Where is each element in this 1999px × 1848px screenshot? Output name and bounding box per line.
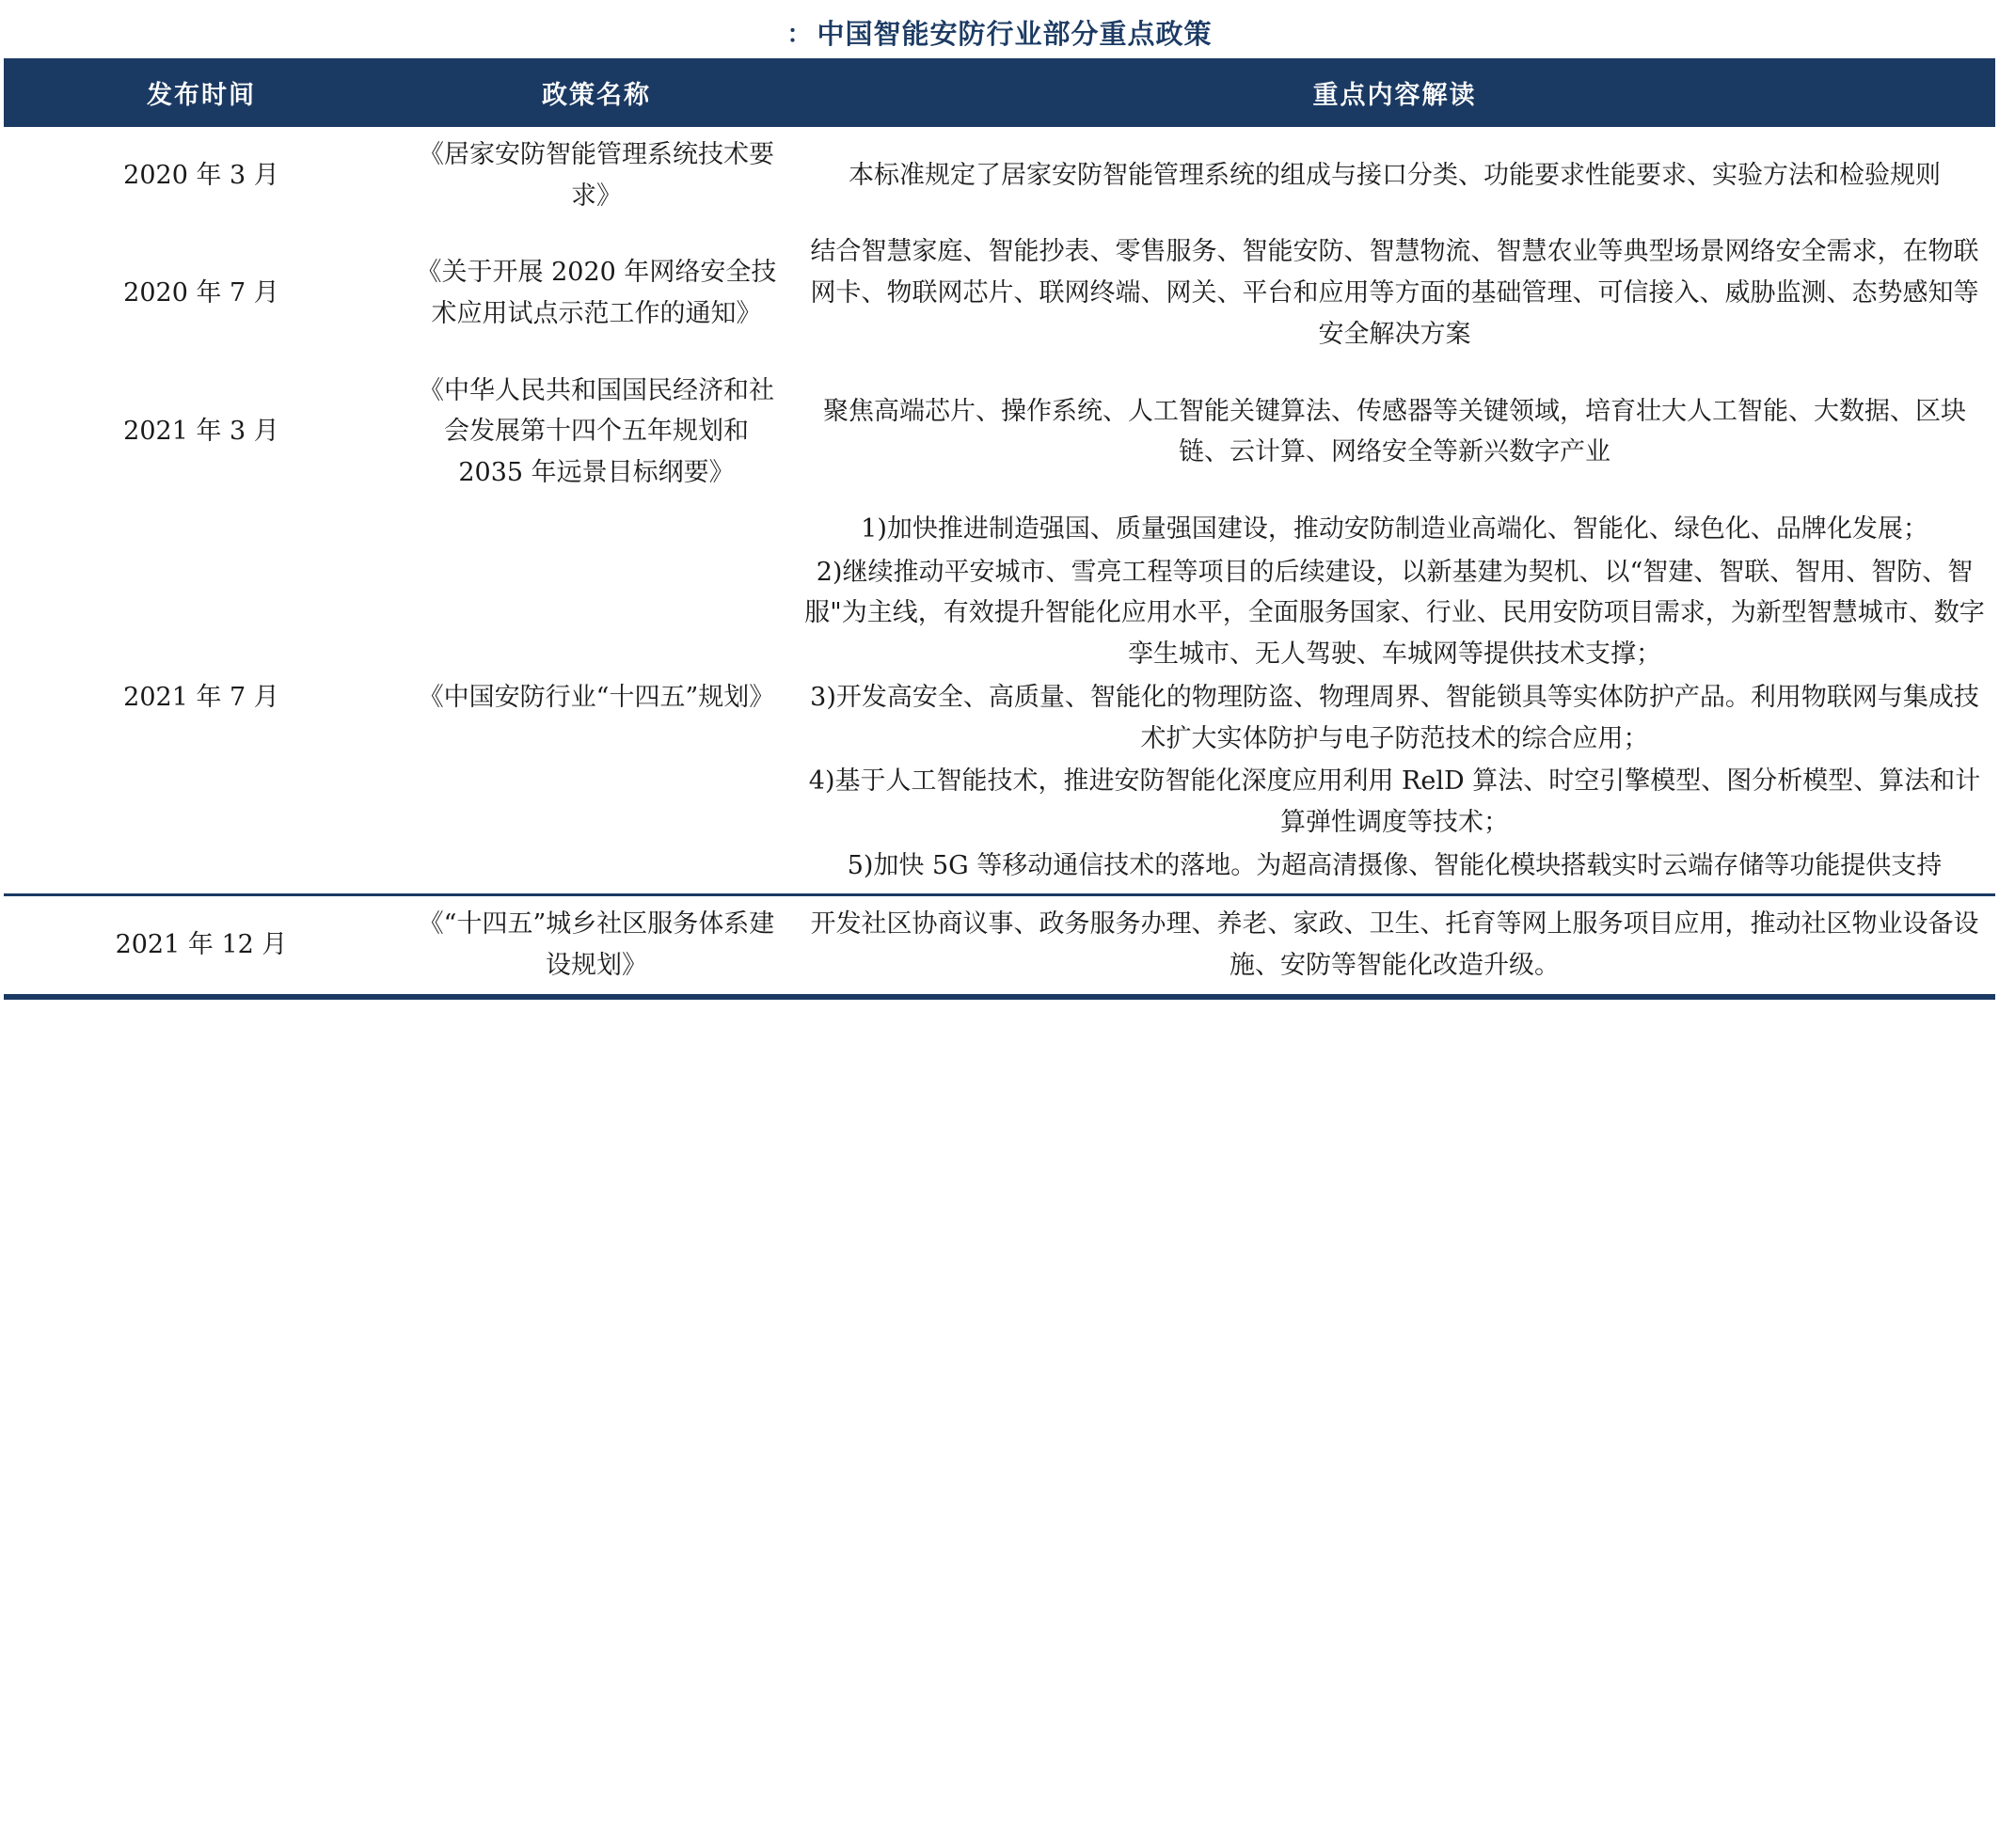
content-paragraph: 本标准规定了居家安防智能管理系统的组成与接口分类、功能要求性能要求、实验方法和检验规则 xyxy=(849,160,1941,190)
table-header-row xyxy=(4,60,1995,126)
cell-content xyxy=(794,895,1995,995)
cell-date: 2021 年 7 月 xyxy=(123,682,279,712)
cell-policy-name: 《中华人民共和国国民经济和社会发展第十四个五年规划和 2035 年远景目标纲要》 xyxy=(419,375,774,488)
cell-policy-name: 《居家安防智能管理系统技术要求》 xyxy=(419,140,774,211)
content-paragraph: 4)基于人工智能技术，推进安防智能化深度应用利用 RelD 算法、时空引擎模型、图分析模型、算法和计算弹性调度等技术； xyxy=(808,766,1981,838)
cell-content xyxy=(794,126,1995,225)
table-body xyxy=(4,126,1995,996)
content-paragraph: 开发社区协商议事、政务服务办理、养老、家政、卫生、托育等网上服务项目应用，推动社区物业设备设施、安防等智能化改造升级。 xyxy=(810,909,1979,981)
content-block xyxy=(803,155,1986,197)
cell-content xyxy=(794,363,1995,501)
content-block xyxy=(803,904,1986,986)
content-paragraph: 结合智慧家庭、智能抄表、零售服务、智能安防、智慧物流、智慧农业等典型场景网络安全需求，在物联网卡、物联网芯片、联网终端、网关、平台和应用等方面的基础管理、可信接入、威胁监测、态势感知等安全解决方案 xyxy=(810,237,1979,349)
cell-policy-name: 《关于开展 2020 年网络安全技术应用试点示范工作的通知》 xyxy=(416,258,777,329)
content-block xyxy=(803,391,1986,473)
content-block xyxy=(803,231,1986,355)
cell-policy-name: 《“十四五”城乡社区服务体系建设规划》 xyxy=(399,895,794,995)
table-row xyxy=(4,895,1995,995)
content-paragraph: 聚焦高端芯片、操作系统、人工智能关键算法、传感器等关键领域，培育壮大人工智能、大数据、区块链、云计算、网络安全等新兴数字产业 xyxy=(823,396,1966,467)
cell-date: 2021 年 3 月 xyxy=(123,417,279,447)
cell-policy-name: 《中国安防行业“十四五”规划》 xyxy=(418,682,775,712)
cell-date: 2020 年 7 月 xyxy=(123,278,279,308)
bottom-rule xyxy=(4,997,1995,1000)
column-header-content: 重点内容解读 xyxy=(794,60,1995,126)
cell-content xyxy=(794,224,1995,362)
content-block xyxy=(803,509,1986,887)
cell-date: 2020 年 3 月 xyxy=(123,160,279,190)
policy-table xyxy=(4,58,1995,997)
title-prefix: ： xyxy=(786,20,812,49)
title-text: 中国智能安防行业部分重点政策 xyxy=(817,17,1213,50)
table-header xyxy=(4,60,1995,126)
table-row xyxy=(4,224,1995,362)
cell-date: 2021 年 12 月 xyxy=(4,895,399,995)
table-row xyxy=(4,363,1995,501)
table-row xyxy=(4,501,1995,895)
column-header-date: 发布时间 xyxy=(4,60,399,126)
page-title xyxy=(0,0,1999,58)
table-row xyxy=(4,126,1995,225)
content-paragraph: 3)开发高安全、高质量、智能化的物理防盗、物理周界、智能锁具等实体防护产品。利用物联网与集成技术扩大实体防护与电子防范技术的综合应用； xyxy=(810,682,1979,753)
content-paragraph: 5)加快 5G 等移动通信技术的落地。为超高清摄像、智能化模块搭载实时云端存储等功能提供支持 xyxy=(847,850,1943,880)
column-header-name: 政策名称 xyxy=(399,60,794,126)
content-paragraph: 2)继续推动平安城市、雪亮工程等项目的后续建设，以新基建为契机、以“智建、智联、智用、智防、智服"为主线，有效提升智能化应用水平，全面服务国家、行业、民用安防项目需求，为新型智慧城市、数字孪生城市、无人驾驶、车城网等提供技术支撑； xyxy=(804,557,1985,670)
content-paragraph: 1)加快推进制造强国、质量强国建设，推动安防制造业高端化、智能化、绿色化、品牌化发展； xyxy=(861,513,1928,544)
cell-content xyxy=(794,501,1995,895)
